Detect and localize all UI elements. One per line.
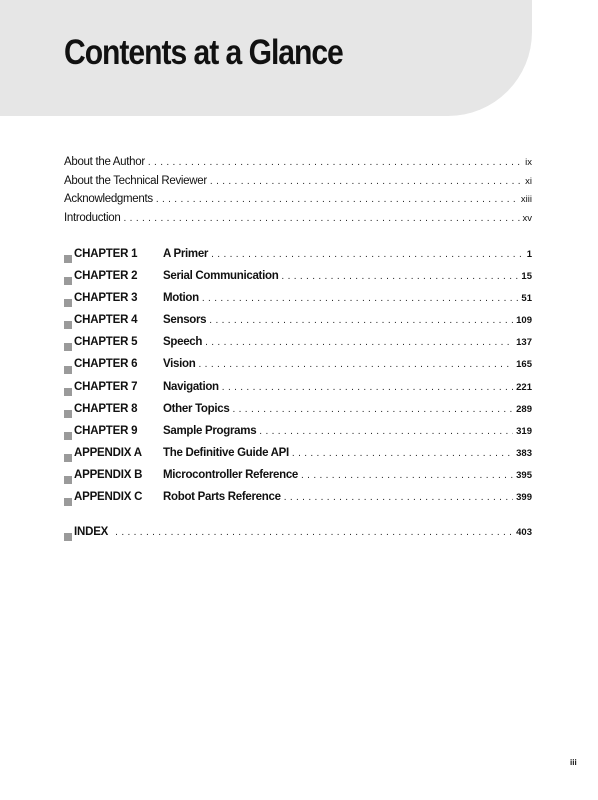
dot-leader <box>232 404 513 415</box>
chapter-list <box>64 248 532 513</box>
chapter-page: 221 <box>516 381 532 393</box>
chapter-page: 383 <box>516 447 532 459</box>
chapter-label: CHAPTER 7 <box>74 380 138 393</box>
chapter-page: 109 <box>516 315 532 327</box>
chapter-label: CHAPTER 2 <box>74 270 138 283</box>
toc-appendix-a[interactable] <box>64 447 532 469</box>
index-list <box>64 526 532 548</box>
chapter-page: 15 <box>521 271 532 283</box>
toc-entry-acknowledgments[interactable] <box>64 193 532 212</box>
chapter-title: Microcontroller Reference <box>163 468 299 481</box>
chapter-page: 395 <box>516 469 532 481</box>
square-bullet-icon <box>64 454 72 462</box>
dot-leader <box>259 426 513 437</box>
toc-entry-title: Acknowledgments <box>64 193 153 206</box>
square-bullet-icon <box>64 498 72 506</box>
toc-entry-page: xiii <box>520 194 532 206</box>
chapter-page: 165 <box>516 359 532 371</box>
chapter-page: 399 <box>516 492 532 504</box>
chapter-label: CHAPTER 3 <box>74 292 138 305</box>
chapter-title: Sensors <box>163 314 207 327</box>
toc-entry-technical-reviewer[interactable] <box>64 175 532 194</box>
square-bullet-icon <box>64 476 72 484</box>
square-bullet-icon <box>64 277 72 285</box>
chapter-title: Navigation <box>163 380 219 393</box>
toc-chapter-6[interactable] <box>64 358 532 380</box>
square-bullet-icon <box>64 321 72 329</box>
square-bullet-icon <box>64 366 72 374</box>
square-bullet-icon <box>64 299 72 307</box>
toc-appendix-b[interactable] <box>64 469 532 491</box>
toc-chapter-3[interactable] <box>64 292 532 314</box>
dot-leader <box>222 382 513 393</box>
dot-leader <box>281 271 518 282</box>
chapter-page: 1 <box>526 249 532 260</box>
dot-leader <box>199 359 514 370</box>
chapter-label: CHAPTER 4 <box>74 314 138 327</box>
chapter-page: 289 <box>516 403 532 415</box>
dot-leader <box>211 249 524 260</box>
dot-leader <box>205 337 513 348</box>
toc-entry-page: xv <box>522 213 532 225</box>
chapter-label: CHAPTER 8 <box>74 402 138 415</box>
dot-leader <box>301 470 513 481</box>
chapter-title: Speech <box>163 336 203 349</box>
dot-leader <box>209 315 513 326</box>
chapter-label: APPENDIX A <box>74 446 142 459</box>
chapter-title: Vision <box>163 358 196 371</box>
toc-chapter-2[interactable] <box>64 270 532 292</box>
square-bullet-icon <box>64 410 72 418</box>
square-bullet-icon <box>64 255 72 263</box>
chapter-title: Robot Parts Reference <box>163 491 281 504</box>
square-bullet-icon <box>64 533 72 541</box>
chapter-title: Other Topics <box>163 402 230 415</box>
toc-index[interactable] <box>64 526 532 548</box>
toc-chapter-9[interactable] <box>64 425 532 447</box>
chapter-page: 51 <box>521 293 532 305</box>
chapter-label: CHAPTER 1 <box>74 248 138 260</box>
toc-chapter-5[interactable] <box>64 336 532 358</box>
front-matter-list <box>64 156 532 231</box>
toc-chapter-4[interactable] <box>64 314 532 336</box>
dot-leader <box>284 492 513 503</box>
toc-entry-title: Introduction <box>64 212 121 225</box>
toc-chapter-7[interactable] <box>64 381 532 403</box>
chapter-label: CHAPTER 5 <box>74 336 138 349</box>
chapter-label: APPENDIX B <box>74 468 143 481</box>
chapter-title: Motion <box>163 292 199 305</box>
dot-leader <box>148 157 522 168</box>
index-page: 403 <box>516 527 532 538</box>
toc-appendix-c[interactable] <box>64 491 532 513</box>
toc-entry-page: ix <box>525 157 532 168</box>
dot-leader <box>202 293 519 304</box>
chapter-title: A Primer <box>163 248 209 260</box>
toc-entry-about-author[interactable] <box>64 156 532 175</box>
toc-entry-title: About the Author <box>64 156 145 168</box>
square-bullet-icon <box>64 432 72 440</box>
chapter-label: APPENDIX C <box>74 491 143 504</box>
toc-entry-page: xi <box>525 175 532 187</box>
toc-entry-title: About the Technical Reviewer <box>64 174 207 187</box>
index-label: INDEX <box>74 526 109 538</box>
chapter-title: Serial Communication <box>163 270 279 283</box>
toc-chapter-8[interactable] <box>64 403 532 425</box>
dot-leader <box>292 448 513 459</box>
toc-chapter-1[interactable] <box>64 248 532 270</box>
chapter-title: Sample Programs <box>163 424 257 437</box>
chapter-label: CHAPTER 9 <box>74 424 138 437</box>
square-bullet-icon <box>64 343 72 351</box>
page-title: Contents at a Glance <box>64 33 343 72</box>
chapter-page: 137 <box>516 337 532 349</box>
chapter-title: The Definitive Guide API <box>163 446 289 459</box>
chapter-label: CHAPTER 6 <box>74 358 138 371</box>
dot-leader <box>115 527 513 538</box>
dot-leader <box>124 213 520 224</box>
dot-leader <box>156 194 518 205</box>
toc-entry-introduction[interactable] <box>64 212 532 231</box>
chapter-page: 319 <box>516 425 532 437</box>
dot-leader <box>210 176 522 187</box>
square-bullet-icon <box>64 388 72 396</box>
page-folio: iii <box>570 758 577 767</box>
